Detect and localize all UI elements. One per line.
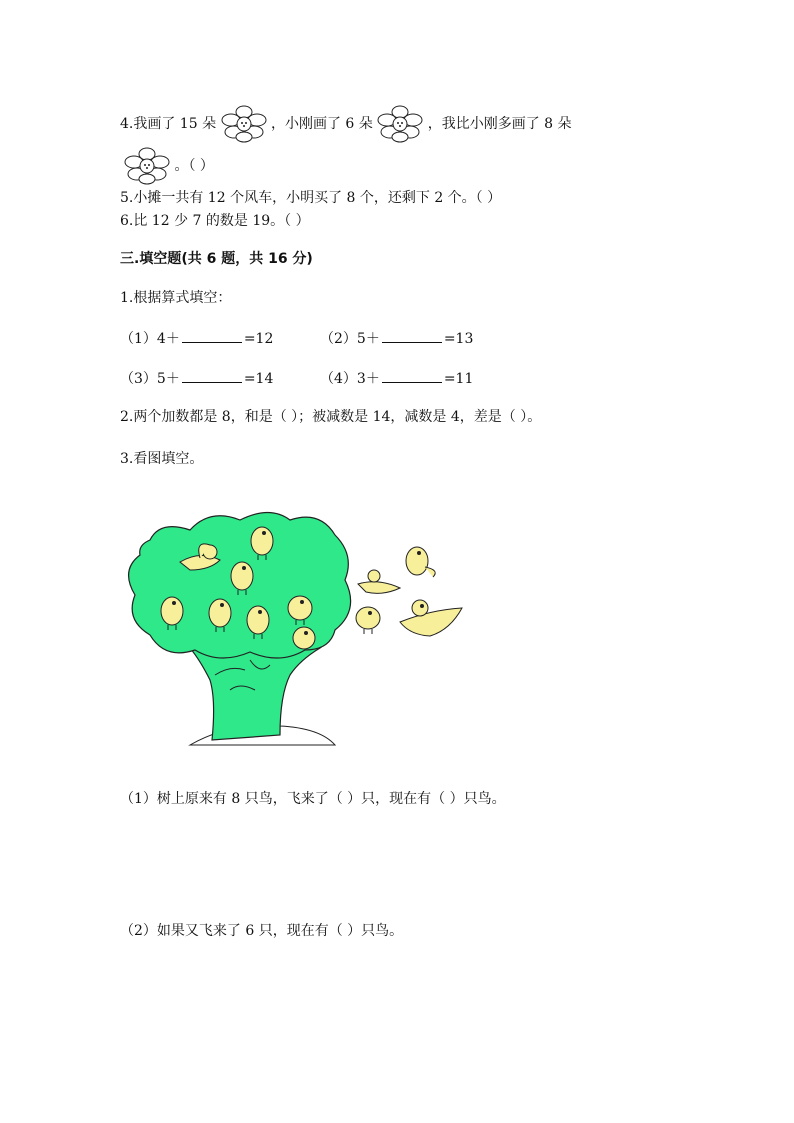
item-prefix: （1）4＋	[120, 331, 180, 347]
fill-q1-item-2	[320, 328, 473, 349]
judge-q4-line2	[124, 146, 214, 186]
q4-text-2: ，小刚画了 6 朵	[270, 116, 373, 132]
fill-q3-sub2: （2）如果又飞来了 6 只，现在有（ ）只鸟。	[120, 923, 404, 939]
fill-q1-item-4	[320, 368, 473, 389]
q4-text-1: 4.我画了 15 朵	[120, 116, 217, 132]
item-prefix: （3）5＋	[120, 371, 180, 387]
fill-q3-title: 3.看图填空。	[120, 451, 204, 467]
tree-trunk	[190, 648, 320, 740]
fill-q1-item-1	[120, 328, 273, 349]
judge-q4-line1	[120, 104, 572, 144]
item-suffix: =13	[443, 331, 474, 347]
item-suffix: =11	[443, 371, 474, 387]
section3-title: 三.填空题(共 6 题，共 16 分)	[120, 251, 313, 267]
bird-icon	[356, 607, 380, 634]
fill-q3-sub1: （1）树上原来有 8 只鸟，飞来了（ ）只，现在有（ ）只鸟。	[120, 791, 506, 807]
bird-icon	[293, 627, 315, 649]
tree-birds-illustration	[120, 500, 470, 750]
flower-icon	[377, 104, 423, 144]
item-suffix: =12	[243, 331, 274, 347]
q4-text-4: 。（ ）	[174, 158, 214, 174]
item-prefix: （4）3＋	[320, 371, 380, 387]
fill-q2: 2.两个加数都是 8，和是（ ）；被减数是 14，减数是 4，差是（ ）。	[120, 409, 542, 425]
answer-blank[interactable]	[382, 328, 442, 343]
q4-text-3: ，我比小刚多画了 8 朵	[427, 116, 572, 132]
answer-blank[interactable]	[382, 368, 442, 383]
bird-icon	[400, 600, 462, 636]
bird-icon	[406, 547, 435, 577]
judge-q6: 6.比 12 少 7 的数是 19。（ ）	[120, 213, 310, 229]
item-suffix: =14	[243, 371, 274, 387]
flower-icon	[221, 104, 267, 144]
fill-q1-title: 1.根据算式填空：	[120, 290, 232, 306]
flower-icon	[124, 146, 170, 186]
judge-q5: 5.小摊一共有 12 个风车，小明买了 8 个，还剩下 2 个。（ ）	[120, 190, 502, 206]
fill-q1-item-3	[120, 368, 273, 389]
bird-icon	[358, 570, 400, 593]
item-prefix: （2）5＋	[320, 331, 380, 347]
answer-blank[interactable]	[182, 328, 242, 343]
answer-blank[interactable]	[182, 368, 242, 383]
